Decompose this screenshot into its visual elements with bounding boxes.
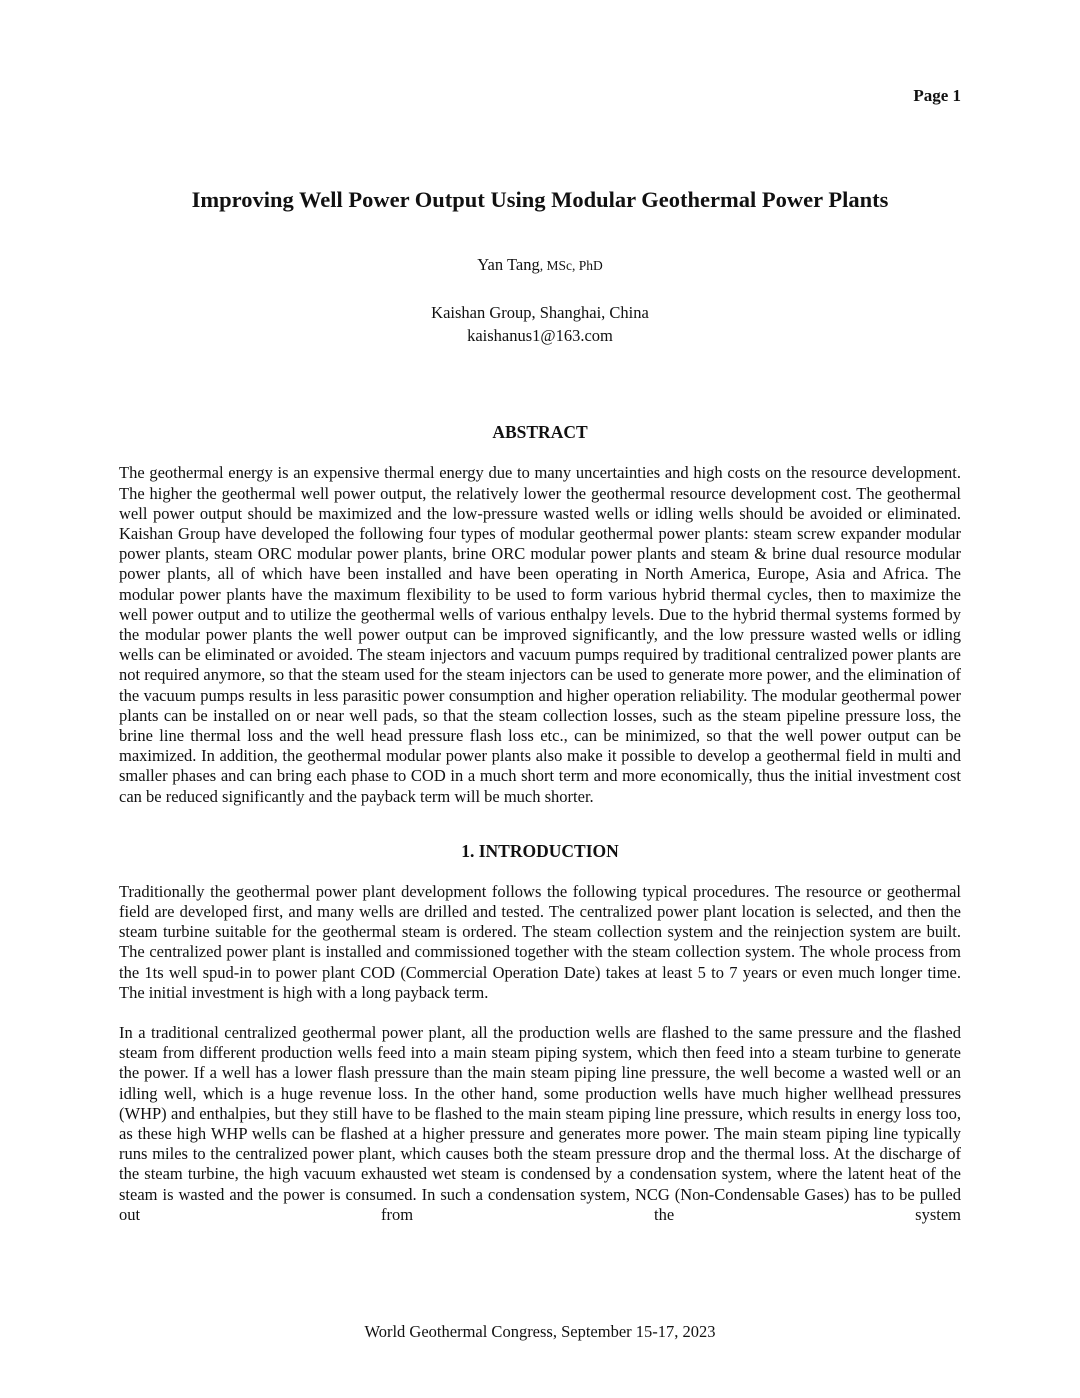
author-line (119, 255, 961, 275)
footer-conference-line: World Geothermal Congress, September 15-17, 2023 (364, 1322, 716, 1341)
email-address: kaishanus1@163.com (467, 326, 613, 346)
abstract-heading: ABSTRACT (492, 422, 588, 443)
abstract-text: The geothermal energy is an expensive thermal energy due to many uncertainties and high costs on the resource development. The higher the geothermal well power output, the relatively lower the geothermal resource development cost. The geothermal well power output should be maximized and the low-pressure wasted wells or idling wells should be avoided or eliminated. Kaishan Group have developed the following four types of modular geothermal power plants: steam screw expander modular power plants, steam ORC modular power plants, brine ORC modular power plants and steam & brine dual resource modular power plants, all of which have been installed and have been operating in North America, Europe, Asia and Africa. The modular power plants have the maximum flexibility to be used to form various hybrid thermal cycles, then to maximize the well power output and to utilize the geothermal wells of various enthalpy levels. Due to the hybrid thermal systems formed by the modular power plants the well power output can be improved significantly, and the low pressure wasted wells or idling wells can be eliminated or avoided. The steam injectors and vacuum pumps required by traditional centralized power plants are not required anymore, so that the steam used for the steam injectors can be used to generate more power, and the elimination of the vacuum pumps results in less parasitic power consumption and higher operation reliability. The modular geothermal power plants can be installed on or near well pads, so that the steam collection losses, such as the steam pipeline pressure loss, the brine line thermal loss and the well head pressure flash loss etc., can be minimized, so that the well power output can be maximized. In addition, the geothermal modular power plants also make it possible to develop a geothermal field in multi and smaller phases and can bring each phase to COD in a much short term and more economically, thus the initial investment cost can be reduced significantly and the payback term will be much shorter. (119, 463, 961, 806)
introduction-heading: 1. INTRODUCTION (461, 840, 619, 861)
affiliation: Kaishan Group, Shanghai, China (431, 302, 649, 322)
page-number: Page 1 (913, 86, 961, 105)
author-name: Yan Tang (477, 254, 540, 274)
introduction-paragraph-2: In a traditional centralized geothermal power plant, all the production wells are flashed to the same pressure and the flashed steam from different production wells feed into a main steam piping system, which then feed into a steam turbine to generate the power. If a well has a lower flash pressure than the main steam piping line pressure, the well become a wasted well or an idling well, which is a huge revenue loss. In the other hand, some production wells have much higher wellhead pressures (WHP) and enthalpies, but they still have to be flashed to the main steam piping line pressure, which results in energy loss too, as these high WHP wells can be flashed at a higher pressure and generates more power. The main steam piping line typically runs miles to the centralized power plant, which causes both the steam pressure drop and the thermal loss. At the discharge of the steam turbine, the high vacuum exhausted wet steam is condensed by a condensation system, where the latent heat of the steam is wasted and the power is consumed. In such a condensation system, NCG (Non-Condensable Gases) has to be pulled out from the system (119, 1023, 961, 1224)
author-credentials: , MSc, PhD (539, 257, 603, 273)
introduction-paragraph-1: Traditionally the geothermal power plant development follows the following typical procedures. The resource or geothermal field are developed first, and many wells are drilled and tested. The centralized power plant location is selected, and then the steam turbine suitable for the geothermal steam is ordered. The steam collection system and the reinjection system are built. The centralized power plant is installed and commissioned together with the steam collection system. The whole process from the 1ts well spud-in to power plant COD (Commercial Operation Date) takes at least 5 to 7 years or even much longer time. The initial investment is high with a long payback term. (119, 881, 961, 1002)
paper-title: Improving Well Power Output Using Modular Geothermal Power Plants (191, 187, 889, 213)
